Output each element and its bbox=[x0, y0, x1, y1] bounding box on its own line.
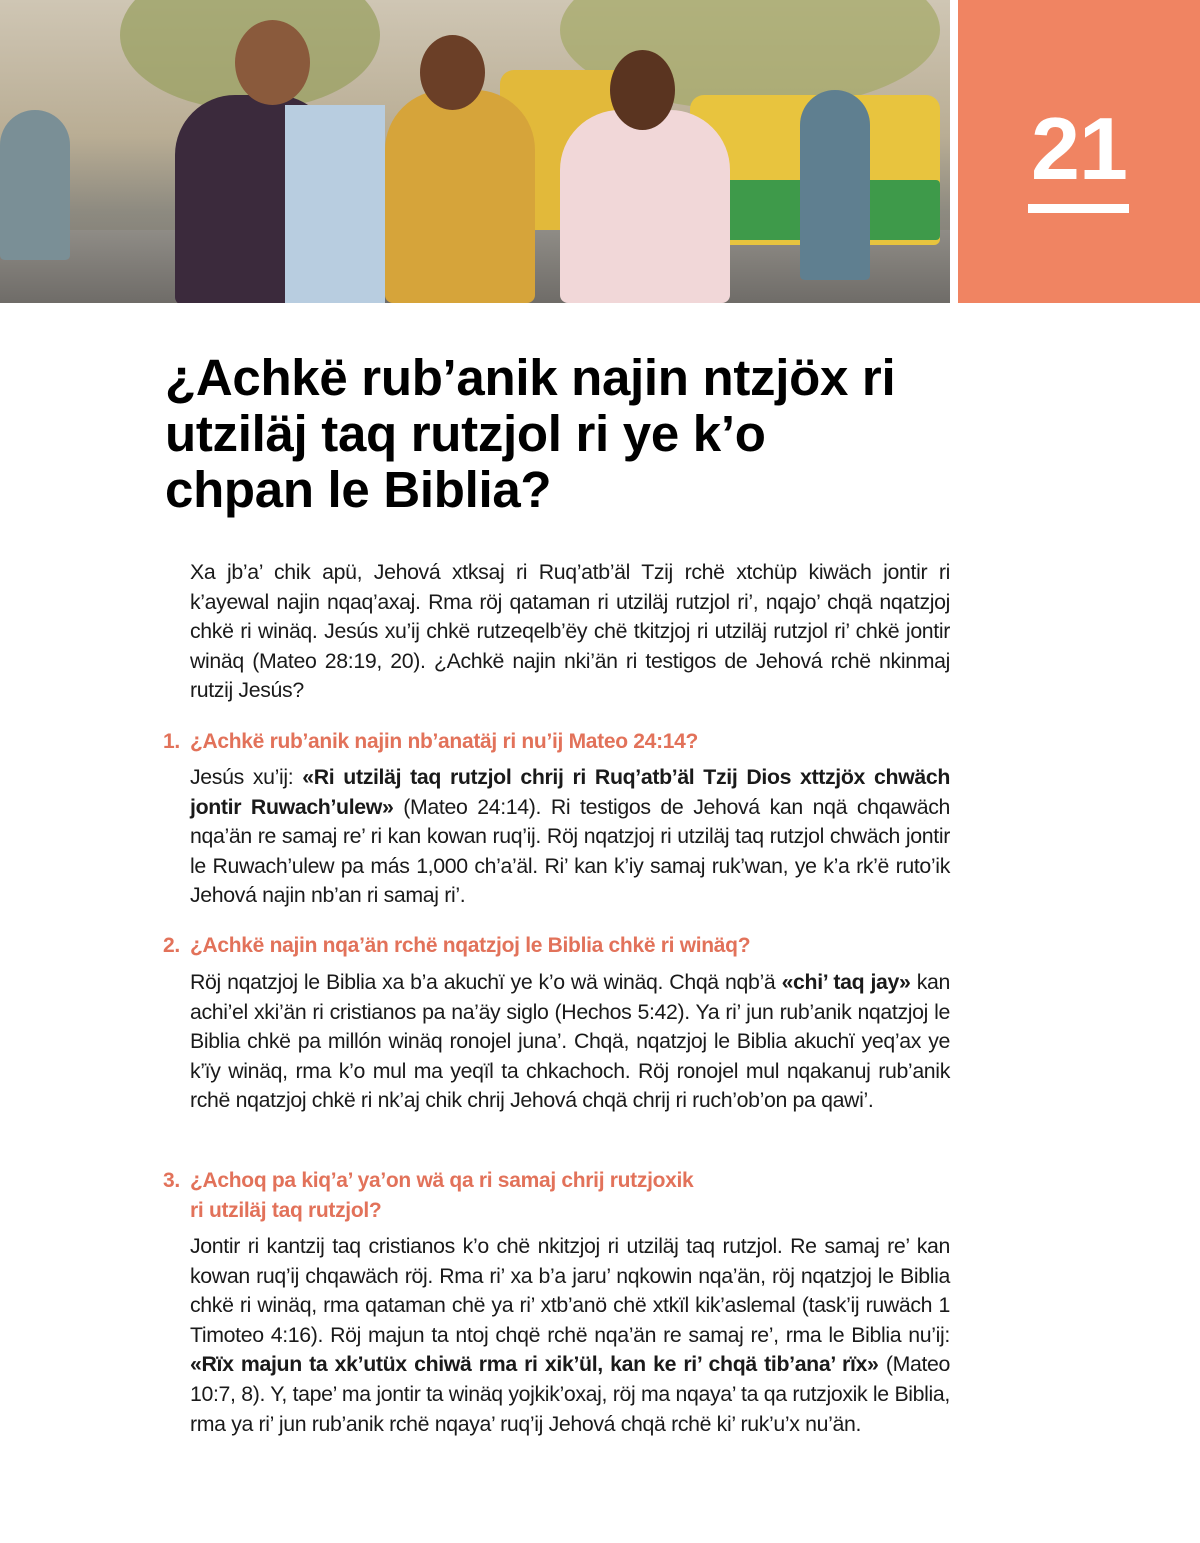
chapter-underline bbox=[1028, 204, 1129, 213]
question-2 bbox=[163, 931, 963, 961]
answer-text: Röj nqatzjoj le Biblia xa b’a akuchï ye k’o wä winäq. Chqä nqb’ä bbox=[190, 970, 782, 994]
intro-paragraph: Xa jb’a’ chik apü, Jehová xtksaj ri Ruq’atb’äl Tzij rchë xtchüp kiwäch jontir ri k’ayewal najin nqaq’axaj. Rma röj qataman ri utziläj rutzjol ri’, nqajo’ chqä nqatzjoj chkë ri winäq. Jesús xu’ij chkë rutzeqelb’ëy chë tkitzjoj ri utziläj rutzjol ri’ chkë jontir winäq (Mateo 28:19, 20). ¿Achkë najin nki’än ri testigos de Jehová rchë nkinmaj rutzij Jesús? bbox=[190, 560, 950, 703]
answer-text: (Mateo 24:14). Ri testigos de Jehová kan nqä chqawäch nqa’än re samaj re’ ri kan kowan ruq’ij. Röj nqatzjoj ri utziläj taq rutzjol chwäch jontir le Ruwach’ulew pa más 1,000 ch’a’äl. Ri’ kan k’iy samaj ruk’wan, ye k’a rk’ë ruto’ik Jehová najin nb’an ri samaj ri’. bbox=[190, 794, 950, 908]
answer-text: (Mateo 10:7, 8). Y, tape’ ma jontir ta winäq yojkik’oxaj, röj ma nqaya’ ta qa rutzjoxik le Biblia, rma ya ri’ jun rub’anik rchë nqaya’ ruq’ij Jehová chqä rchë ki’ ruk’u’x nu’än. bbox=[190, 1352, 951, 1436]
scripture-quote: «Rïx majun ta xk’utüx chiwä rma ri xik’ül, kan ke ri’ chqä tib’ana’ rïx» bbox=[190, 1352, 879, 1377]
scripture-quote: «Ri utziläj taq rutzjol chrij ri Ruq’atb’äl Tzij Dios xttzjöx chwäch jontir Ruwach’ulew» bbox=[190, 765, 950, 819]
question-number: 2. bbox=[163, 934, 180, 957]
question-text: ¿Achkë najin nqa’än rchë nqatzjoj le Biblia chkë ri winäq? bbox=[190, 934, 751, 957]
question-text: ¿Achkë rub’anik najin nb’anatäj ri nu’ij Mateo 24:14? bbox=[190, 730, 699, 753]
question-3 bbox=[163, 1166, 963, 1225]
chapter-number: 21 bbox=[1031, 99, 1127, 198]
answer-text: Jontir ri kantzij taq cristianos k’o chë nkitzjoj ri utziläj taq rutzjol. Re samaj re’ kan kowan ruq’ij chqawäch röj. Rma ri’ xa b’a jaru’ nqkowin nqa’än, röj nqatzjoj le Biblia chkë ri winäq, rma qataman chë ya ri’ xtb’anö chë xtkïl kik’aslemal (task’ij ruwäch 1 Timoteo 4:16). Röj majun ta ntoj chqë rchë nqa’än re samaj re’, rma le Biblia nu’ij: bbox=[190, 1234, 950, 1347]
answer-1 bbox=[190, 763, 950, 911]
page-title: ¿Achkë rub’anik najin ntzjöx ri utziläj taq rutzjol ri ye k’o chpan le Biblia? bbox=[165, 349, 896, 518]
answer-3 bbox=[190, 1232, 950, 1439]
answer-text: kan achi’el xki’än ri cristianos pa na’äy siglo (Hechos 5:42). Ya ri’ jun rub’anik nqatzjoj le Biblia chkë pa millón winäq ronojel juna’. Chqä, nqatzjoj le Biblia akuchï yeq’ax ye k’ïy winäq, rma k’o mul ma yeqïl ta chkachoch. Röj ronojel mul nqakanuj rub’anik rchë nqatzjoj chkë ri nk’aj chik chrij Jehová chqä chrij ri ruch’ob’on pa qawi’. bbox=[190, 970, 950, 1113]
question-text-line2: ri utziläj taq rutzjol? bbox=[190, 1198, 382, 1222]
question-number: 1. bbox=[163, 730, 180, 753]
scripture-quote: «chi’ taq jay» bbox=[781, 970, 911, 994]
header-photo bbox=[0, 0, 950, 303]
question-number: 3. bbox=[163, 1169, 180, 1192]
answer-text: Jesús xu’ij: bbox=[190, 765, 303, 789]
question-1 bbox=[163, 727, 963, 757]
chapter-badge bbox=[958, 0, 1200, 303]
answer-2 bbox=[190, 968, 950, 1116]
poster bbox=[285, 105, 385, 303]
question-text: ¿Achoq pa kiq’a’ ya’on wä qa ri samaj chrij rutzjoxik bbox=[190, 1169, 694, 1192]
